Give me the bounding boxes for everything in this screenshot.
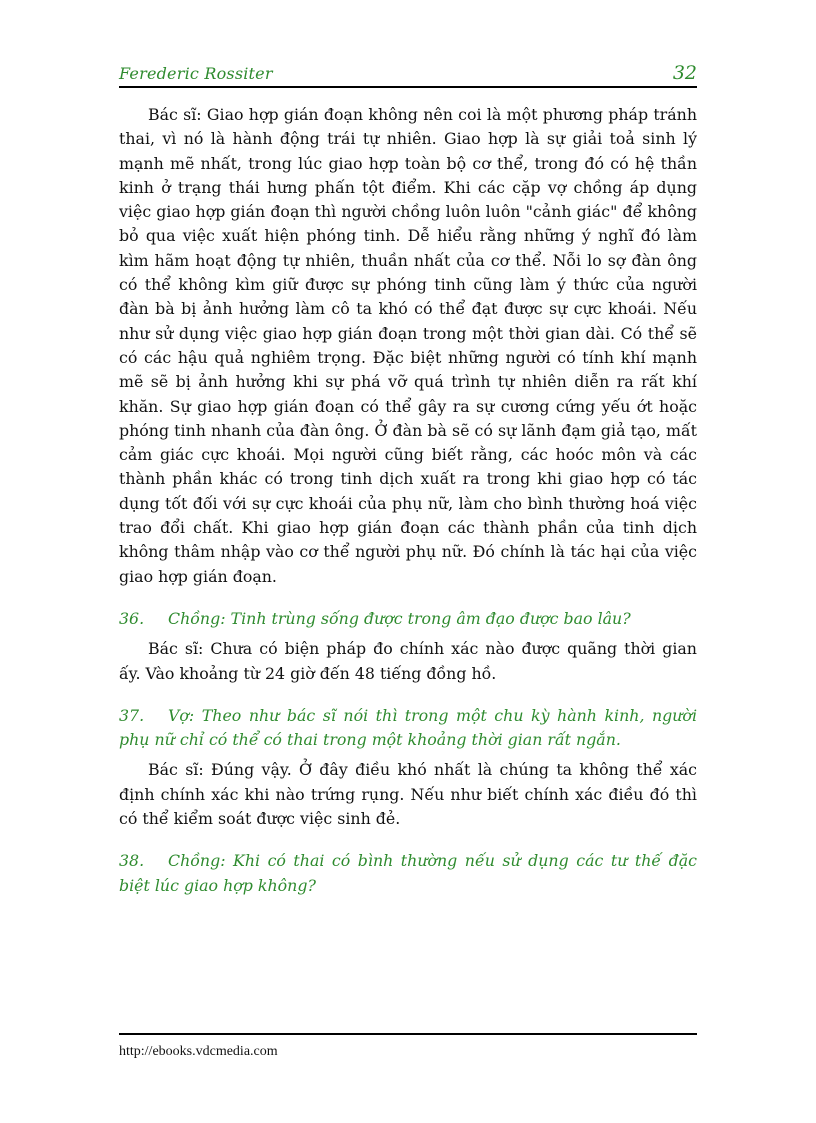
answer-37: Bác sĩ: Đúng vậy. Ở đây điều khó nhất là chúng ta không thể xác định chính xác khi nào trứng rụng. Nếu như biết chính xác điều đó thì có thể kiểm soát được việc sinh đẻ. [119,760,697,829]
question-text: Chồng: Khi có thai có bình thường nếu sử dụng các tư thế đặc biệt lúc giao hợp không? [119,851,697,895]
question-37 [119,704,697,753]
header-author: Ferederic Rossiter [119,64,273,83]
question-number: 36. [119,608,145,628]
question-text: Chồng: Tinh trùng sống được trong âm đạo được bao lâu? [168,608,631,628]
intro-paragraph: Bác sĩ: Giao hợp gián đoạn không nên coi là một phương pháp tránh thai, vì nó là hành động trái tự nhiên. Giao hợp là sự giải toả sinh lý mạnh mẽ nhất, trong lúc giao hợp toàn bộ cơ thể, trong đó có hệ thần kinh ở trạng thái hưng phấn tột điểm. Khi các cặp vợ chồng áp dụng việc giao hợp gián đoạn thì người chồng luôn luôn "cảnh giác" để không bỏ qua việc xuất hiện phóng tinh. Dễ hiểu rằng những ý nghĩ đó làm kìm hãm hoạt động tự nhiên, thuần nhất của cơ thể. Nỗi lo sợ đàn ông có thể không kìm giữ được sự phóng tinh cũng làm ý thức của người đàn bà bị ảnh hưởng làm cô ta khó có thể đạt được sự cực khoái. Nếu như sử dụng việc giao hợp gián đoạn trong một thời gian dài. Có thể sẽ có các hậu quả nghiêm trọng. Đặc biệt những người có tính khí mạnh mẽ sẽ bị ảnh hưởng khi sự phá vỡ quá trình tự nhiên diễn ra rất khí khăn. Sự giao hợp gián đoạn có thể gây ra sự cương cứng yếu ớt hoặc phóng tinh nhanh của đàn ông. Ở đàn bà sẽ có sự lãnh đạm giả tạo, mất cảm giác cực khoái. Mọi người cũng biết rằng, các hoóc môn và các thành phần khác có trong tinh dịch xuất ra trong khi giao hợp có tác dụng tốt đối với sự cực khoái của phụ nữ, làm cho bình thường hoá việc trao đổi chất. Khi giao hợp gián đoạn các thành phần của tinh dịch không thâm nhập vào cơ thể người phụ nữ. Đó chính là tác hại của việc giao hợp gián đoạn. [119,105,697,586]
question-36 [119,607,697,631]
page-body [119,103,697,904]
question-text: Vợ: Theo như bác sĩ nói thì trong một chu kỳ hành kinh, người phụ nữ chỉ có thể có thai trong một khoảng thời gian rất ngắn. [119,705,697,750]
question-number: 37. [119,705,145,725]
page-header [119,62,697,88]
footer-url[interactable]: http://ebooks.vdcmedia.com [119,1044,278,1059]
answer-36: Bác sĩ: Chưa có biện pháp đo chính xác nào được quãng thời gian ấy. Vào khoảng từ 24 giờ đến 48 tiếng đồng hồ. [119,639,697,683]
page-footer [119,1033,697,1060]
page-number: 32 [672,62,697,84]
question-number: 38. [119,851,145,871]
question-38 [119,849,697,898]
